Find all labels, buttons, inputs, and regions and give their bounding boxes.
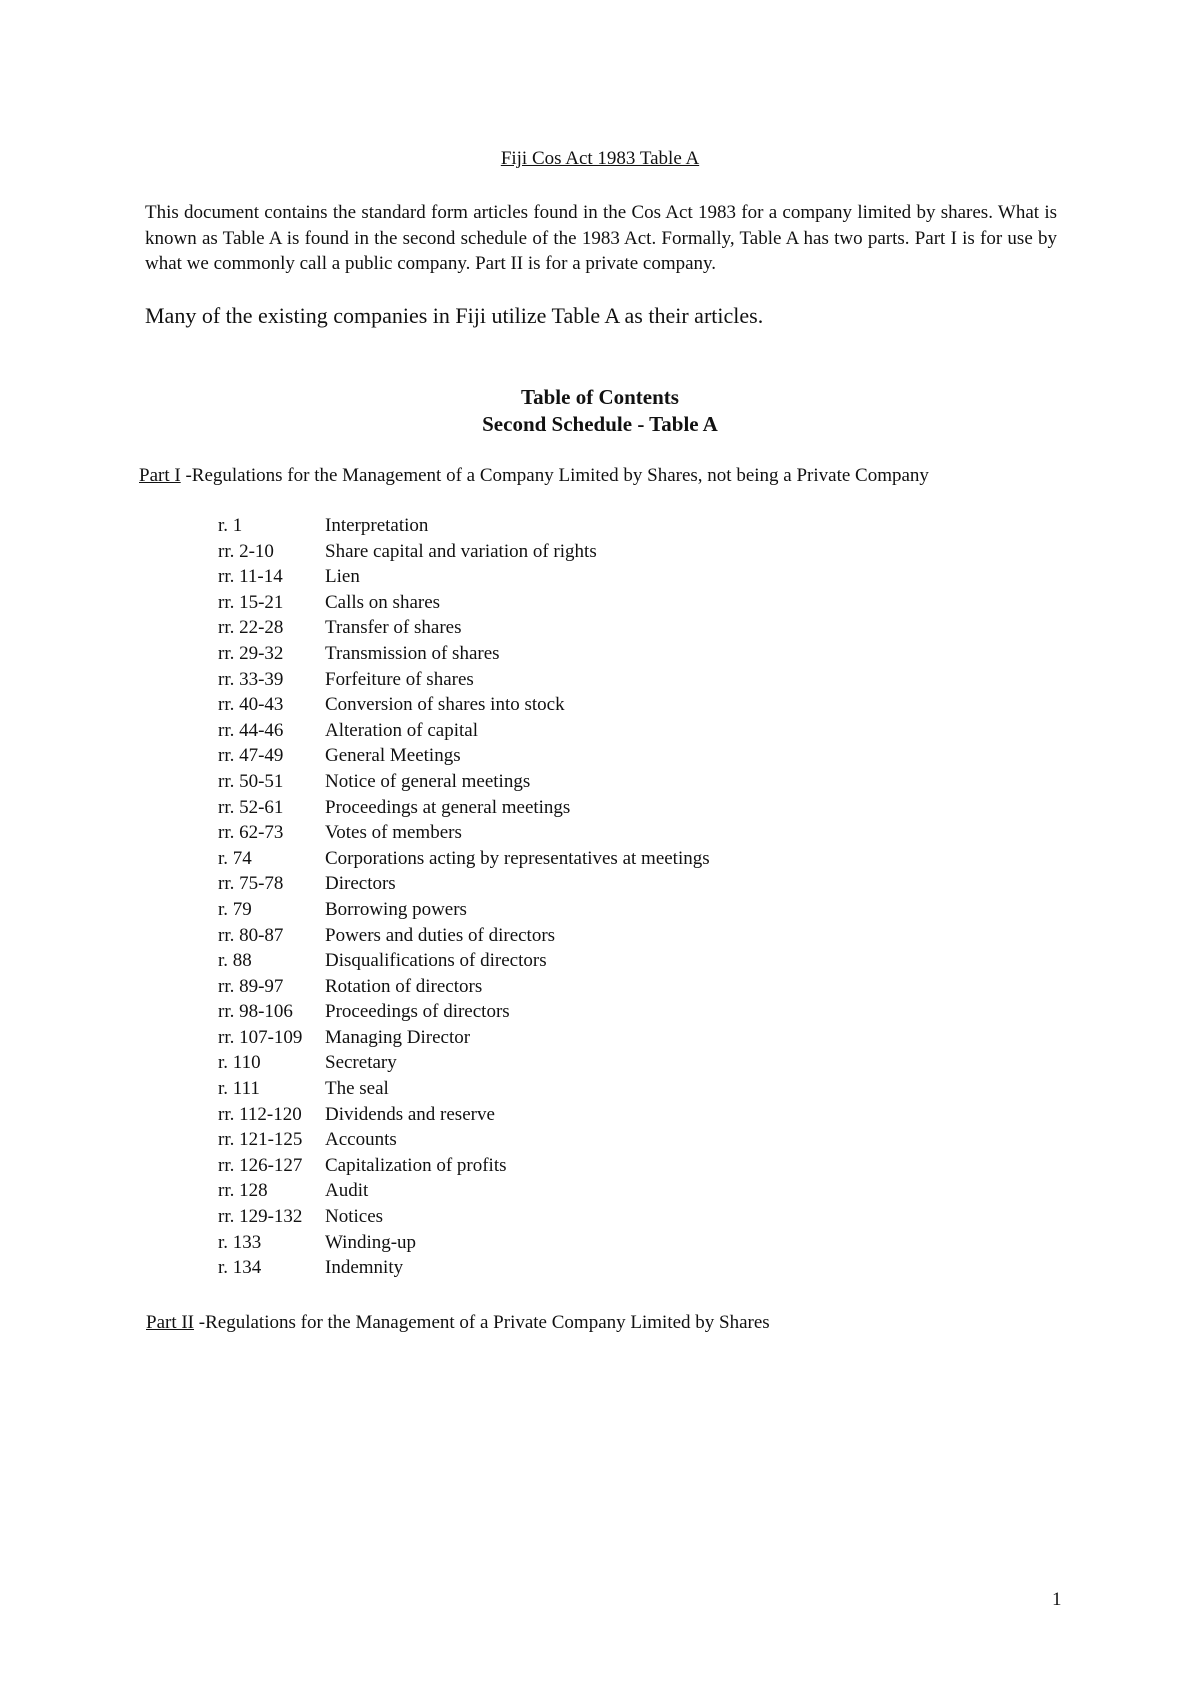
toc-entry-rule: r. 133 bbox=[218, 1231, 262, 1253]
toc-entry-topic: Borrowing powers bbox=[325, 898, 467, 920]
toc-entry-topic: Votes of members bbox=[325, 822, 462, 844]
toc-entry-rule: rr. 40-43 bbox=[218, 694, 284, 716]
toc-entry-rule: rr. 112-120 bbox=[218, 1103, 302, 1125]
toc-entry bbox=[218, 513, 710, 539]
toc-entry-topic: Managing Director bbox=[325, 1026, 471, 1048]
document-title: Fiji Cos Act 1983 Table A bbox=[500, 148, 700, 169]
toc-entry-topic: General Meetings bbox=[325, 745, 461, 767]
toc-entry-topic: Proceedings of directors bbox=[325, 1001, 510, 1023]
toc-entry-rule: rr. 75-78 bbox=[218, 873, 284, 895]
toc-entry-rule: r. 134 bbox=[218, 1257, 262, 1279]
toc-list bbox=[218, 513, 710, 1281]
toc-entry-rule: rr. 11-14 bbox=[218, 566, 283, 588]
toc-entry-topic: Secretary bbox=[325, 1052, 397, 1074]
toc-entry-topic: Winding-up bbox=[325, 1231, 417, 1253]
toc-entry-topic: Forfeiture of shares bbox=[325, 668, 474, 690]
toc-entry-topic: Interpretation bbox=[325, 515, 429, 536]
toc-entry-rule: rr. 98-106 bbox=[218, 1001, 293, 1023]
toc-entry-rule: rr. 2-10 bbox=[218, 540, 274, 562]
toc-entry bbox=[218, 1178, 710, 1204]
toc-entry-rule: rr. 47-49 bbox=[218, 745, 284, 767]
toc-entry-rule: rr. 129-132 bbox=[218, 1206, 303, 1228]
toc-entry-topic: Notice of general meetings bbox=[325, 770, 531, 792]
toc-entry bbox=[218, 846, 710, 872]
toc-entry-topic: Share capital and variation of rights bbox=[325, 540, 597, 562]
toc-entry-rule: r. 79 bbox=[218, 898, 252, 920]
intro-paragraph: This document contains the standard form articles found in the Cos Act 1983 for a company limited by shares. What is known as Table A is found in the second schedule of the 1983 Act. Formally, Table A has two parts. Part I is for use by what we commonly call a public company. Part II is for a private company. bbox=[145, 202, 1057, 274]
page-number: 1 bbox=[1052, 1589, 1062, 1610]
toc-entry bbox=[218, 1050, 710, 1076]
toc-entry-topic: Transmission of shares bbox=[325, 642, 500, 664]
toc-entry bbox=[218, 718, 710, 744]
toc-heading: Table of Contents bbox=[521, 385, 679, 409]
toc-entry bbox=[218, 692, 710, 718]
toc-entry-rule: r. 88 bbox=[218, 950, 252, 972]
part-one-description: -Regulations for the Management of a Company Limited by Shares, not being a Private Company bbox=[180, 465, 929, 486]
toc-entry-rule: rr. 128 bbox=[218, 1180, 268, 1202]
part-two-description: -Regulations for the Management of a Private Company Limited by Shares bbox=[194, 1312, 770, 1333]
part-two-label: Part II bbox=[146, 1312, 195, 1333]
toc-entry-topic: Transfer of shares bbox=[325, 617, 462, 639]
toc-entry bbox=[218, 820, 710, 846]
toc-entry bbox=[218, 615, 710, 641]
toc-entry-topic: Directors bbox=[325, 873, 396, 895]
toc-entry-topic: Accounts bbox=[325, 1129, 397, 1151]
toc-entry bbox=[218, 1204, 710, 1230]
toc-entry bbox=[218, 564, 710, 590]
toc-entry-rule: rr. 62-73 bbox=[218, 822, 284, 844]
toc-entry bbox=[218, 539, 710, 565]
toc-entry-topic: Indemnity bbox=[325, 1257, 404, 1279]
toc-entry-rule: rr. 50-51 bbox=[218, 770, 284, 792]
toc-entry-rule: rr. 44-46 bbox=[218, 719, 284, 741]
toc-entry bbox=[218, 871, 710, 897]
toc-entry-rule: rr. 52-61 bbox=[218, 796, 284, 818]
toc-entry-topic: Proceedings at general meetings bbox=[325, 796, 571, 818]
toc-entry bbox=[218, 590, 710, 616]
toc-subheading: Second Schedule - Table A bbox=[482, 412, 718, 436]
toc-entry bbox=[218, 1255, 710, 1281]
toc-entry bbox=[218, 948, 710, 974]
toc-entry-topic: Disqualifications of directors bbox=[325, 950, 547, 972]
toc-entry-rule: rr. 80-87 bbox=[218, 924, 284, 946]
toc-entry-rule: rr. 33-39 bbox=[218, 668, 284, 690]
toc-entry-rule: rr. 22-28 bbox=[218, 617, 284, 639]
toc-entry bbox=[218, 1127, 710, 1153]
toc-entry-rule: r. 111 bbox=[218, 1078, 260, 1100]
toc-entry bbox=[218, 795, 710, 821]
toc-entry bbox=[218, 1102, 710, 1128]
toc-entry bbox=[218, 1025, 710, 1051]
toc-entry-rule: rr. 29-32 bbox=[218, 642, 284, 664]
toc-entry bbox=[218, 743, 710, 769]
toc-entry-topic: The seal bbox=[325, 1078, 389, 1100]
toc-entry-topic: Lien bbox=[325, 566, 360, 588]
toc-entry-topic: Calls on shares bbox=[325, 591, 441, 613]
toc-entry-topic: Notices bbox=[325, 1206, 384, 1228]
toc-entry bbox=[218, 999, 710, 1025]
toc-entry-rule: rr. 89-97 bbox=[218, 975, 284, 997]
toc-entry bbox=[218, 923, 710, 949]
toc-entry bbox=[218, 641, 710, 667]
toc-entry-rule: rr. 107-109 bbox=[218, 1026, 303, 1048]
toc-entry-rule: r. 74 bbox=[218, 847, 252, 869]
toc-entry bbox=[218, 897, 710, 923]
toc-entry-rule: r. 1 bbox=[218, 515, 243, 536]
toc-entry bbox=[218, 974, 710, 1000]
toc-entry-rule: rr. 15-21 bbox=[218, 591, 284, 613]
toc-entry bbox=[218, 1076, 710, 1102]
toc-entry-rule: rr. 121-125 bbox=[218, 1129, 303, 1151]
intro-note: Many of the existing companies in Fiji utilize Table A as their articles. bbox=[145, 303, 764, 328]
toc-entry-topic: Corporations acting by representatives at meetings bbox=[325, 847, 710, 869]
toc-entry bbox=[218, 1153, 710, 1179]
toc-entry-topic: Capitalization of profits bbox=[325, 1154, 507, 1176]
toc-entry bbox=[218, 769, 710, 795]
toc-entry-topic: Dividends and reserve bbox=[325, 1103, 495, 1125]
toc-entry-topic: Audit bbox=[325, 1180, 369, 1202]
toc-entry-rule: rr. 126-127 bbox=[218, 1154, 303, 1176]
part-two-heading bbox=[146, 1311, 770, 1335]
part-one-heading bbox=[139, 464, 929, 488]
part-one-label: Part I bbox=[139, 465, 181, 486]
toc-entry bbox=[218, 1230, 710, 1256]
toc-entry-topic: Alteration of capital bbox=[325, 719, 478, 741]
toc-entry-rule: r. 110 bbox=[218, 1052, 261, 1074]
toc-entry bbox=[218, 667, 710, 693]
toc-entry-topic: Powers and duties of directors bbox=[325, 924, 556, 946]
toc-entry-topic: Rotation of directors bbox=[325, 975, 483, 997]
toc-entry-topic: Conversion of shares into stock bbox=[325, 694, 565, 716]
